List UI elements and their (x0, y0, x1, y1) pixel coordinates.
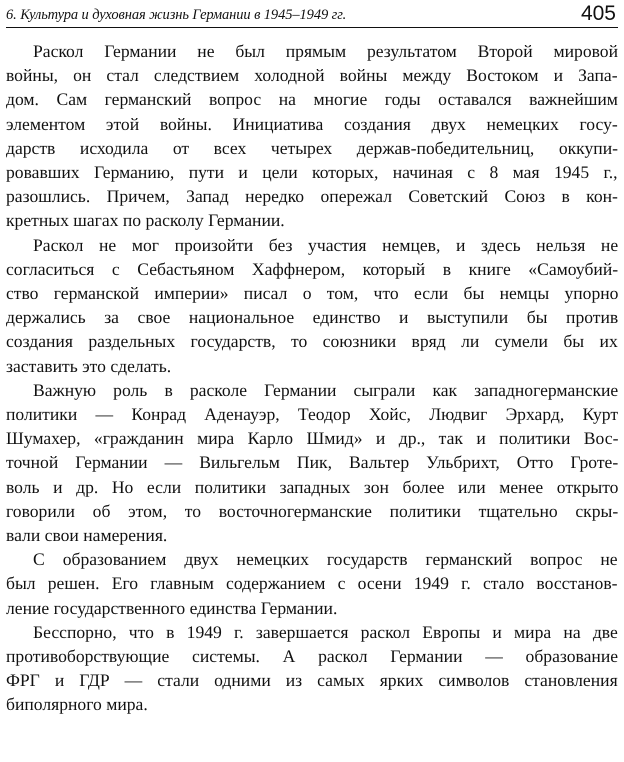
text-line: говорили об этом, то восточногерманские политики тщательно скры- (6, 500, 619, 521)
text-line: дом. Сам германский вопрос на многие годы оставался важнейшим (6, 89, 618, 110)
text-line: создания раздельных государств, то союзники вряд ли сумели бы их (6, 331, 618, 352)
text-line: биполярного мира. (6, 694, 148, 715)
text-line: Раскол не мог произойти без участия немцев, и здесь нельзя не (33, 234, 619, 255)
page-number: 405 (580, 2, 616, 25)
text-line: точной Германии — Вильгельм Пик, Вальтер Ульбрихт, Отто Гроте- (6, 452, 619, 473)
text-line: политики — Конрад Аденауэр, Теодор Хойс, Людвиг Эрхард, Курт (6, 404, 619, 425)
text-line: воль и др. Но если политики западных зон более или менее открыто (6, 476, 619, 497)
body-text (6, 39, 618, 717)
text-line: войны, он стал следствием холодной войны между Востоком и Запа- (6, 65, 618, 86)
text-line: держались за свое национальное единство и выступили бы против (6, 307, 619, 328)
text-line: ФРГ и ГДР — стали одними из самых ярких символов становления (6, 670, 618, 691)
paragraph (6, 547, 618, 620)
text-line: Шумахер, «гражданин мира Карло Шмид» и др., так и политики Вос- (6, 428, 619, 449)
text-line: противоборствующие системы. А раскол Германии — образование (6, 646, 619, 667)
running-head (6, 3, 618, 25)
paragraph (6, 378, 618, 547)
text-line: С образованием двух немецких государств германский вопрос не (33, 549, 618, 570)
paragraph (6, 233, 618, 378)
paragraph (6, 620, 618, 717)
header-rule (6, 27, 618, 28)
text-line: согласиться с Себастьяном Хаффнером, который в книге «Самоубий- (6, 258, 619, 279)
text-line: ровавших Германию, пути и цели которых, начиная с 8 мая 1945 г., (6, 162, 618, 183)
paragraph (6, 39, 618, 233)
chapter-title: 6. Культура и духовная жизнь Германии в 1945–1949 гг. (6, 7, 347, 23)
text-line: Важную роль в расколе Германии сыграли как западногерманские (33, 379, 619, 400)
text-line: дарств исходила от всех четырех держав-победительниц, оккупи- (6, 137, 618, 158)
text-line: элементом этой войны. Инициатива создания двух немецких госу- (6, 113, 618, 134)
text-line: был решен. Его главным содержанием с осени 1949 г. стало восстанов- (6, 573, 618, 594)
text-line: Бесспорно, что в 1949 г. завершается раскол Европы и мира на две (33, 621, 618, 642)
text-line: разошлись. Причем, Запад нередко опережал Советский Союз в кон- (6, 186, 618, 207)
text-line: Раскол Германии не был прямым результатом Второй мировой (33, 41, 619, 61)
text-line: ство германской империи» писал о том, что если бы немцы упорно (6, 283, 619, 304)
text-line: кретных шагах по расколу Германии. (6, 210, 285, 231)
text-line: ление государственного единства Германии. (6, 597, 338, 618)
text-line: вали свои намерения. (6, 525, 168, 546)
text-line: заставить это сделать. (6, 355, 172, 376)
